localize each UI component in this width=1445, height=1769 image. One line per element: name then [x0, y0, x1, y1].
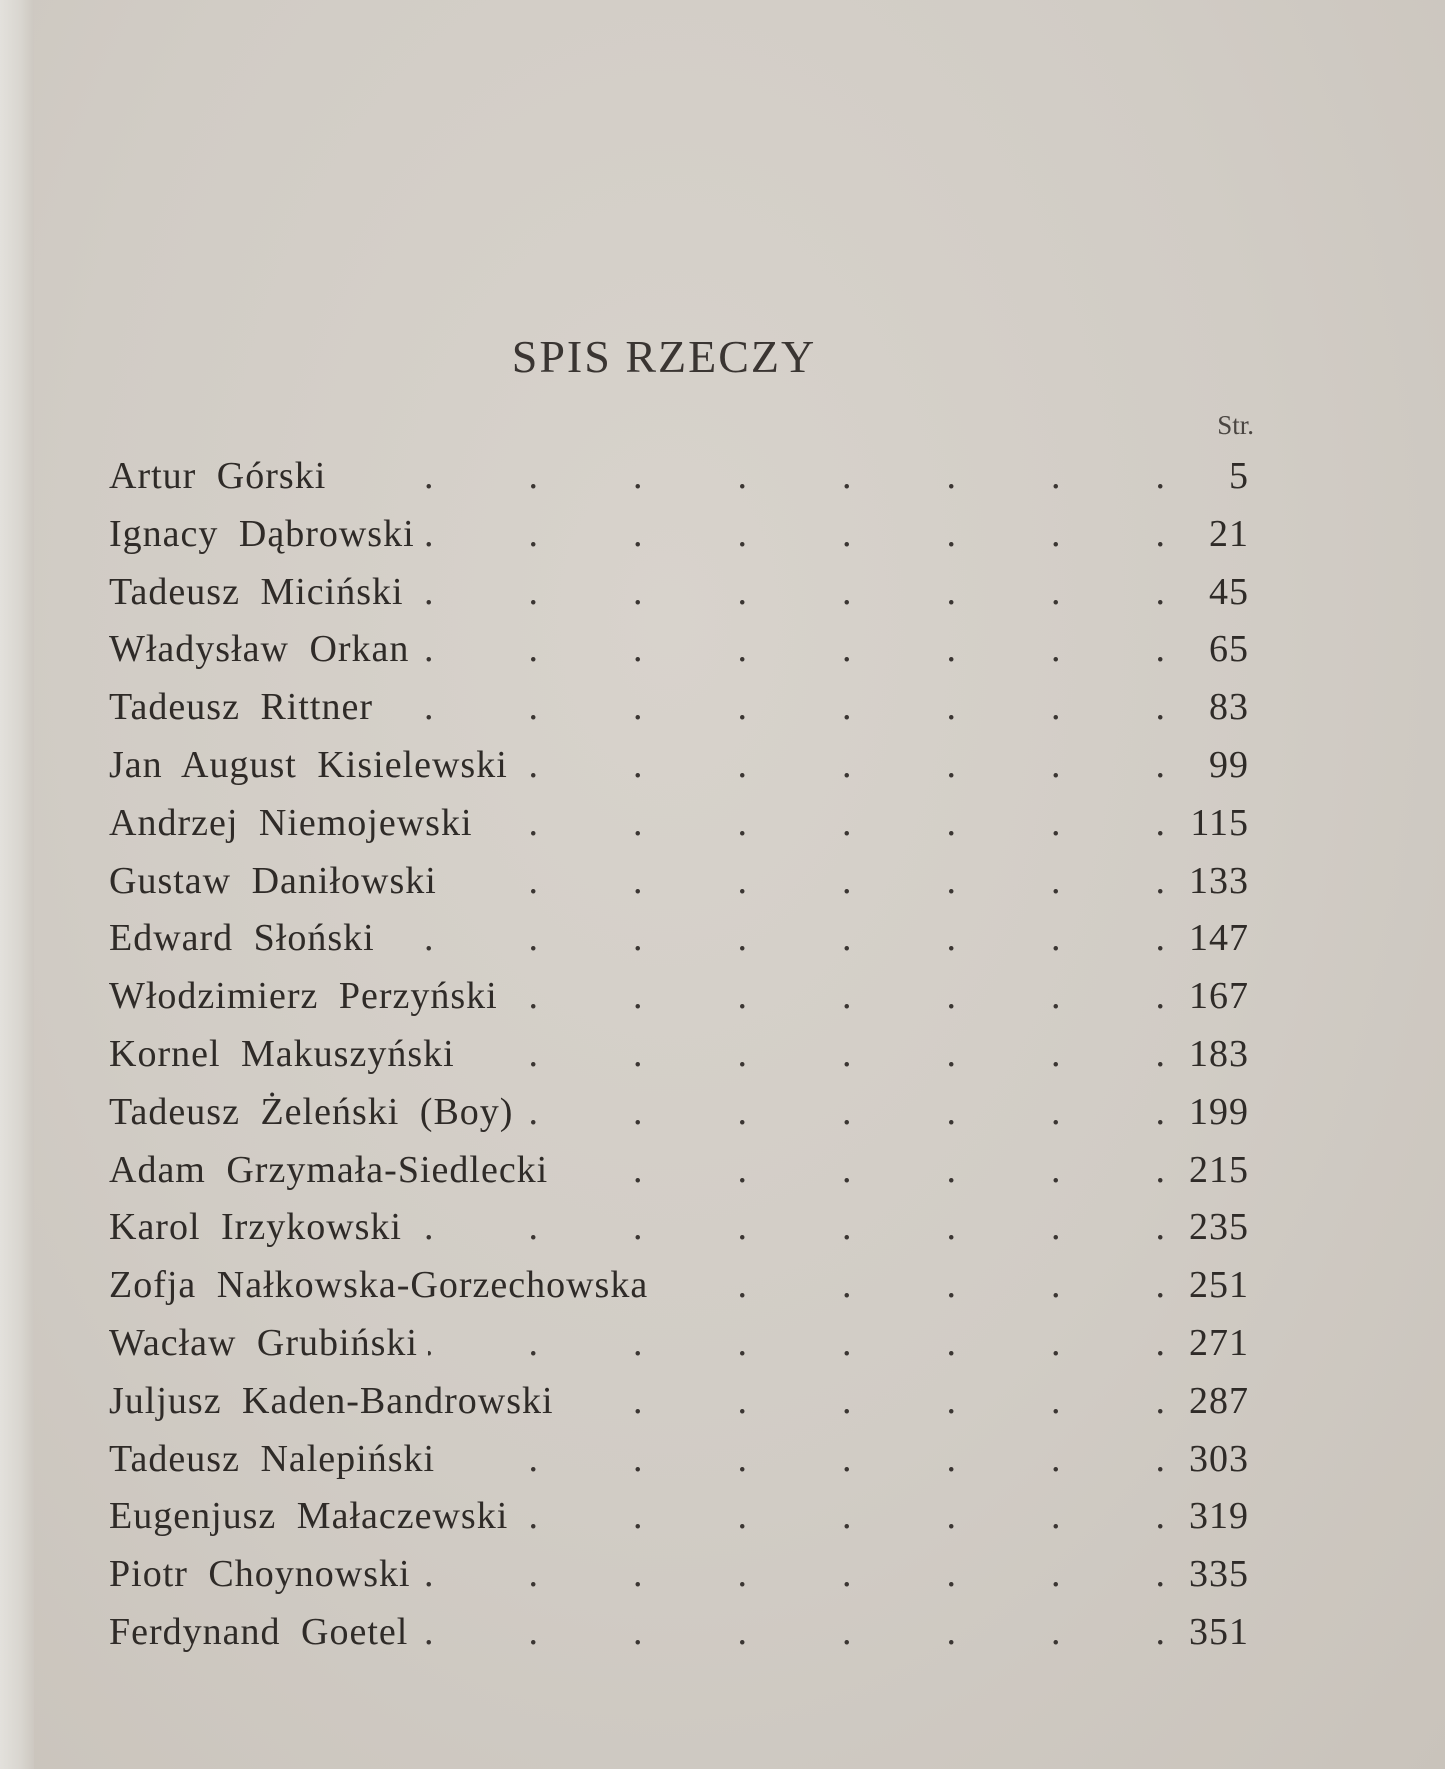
dot-leader — [564, 1373, 1165, 1431]
toc-entry-author: Edward Słoński — [109, 917, 375, 960]
toc-entry — [109, 506, 1249, 564]
dot-leader — [428, 1315, 1165, 1373]
toc-entry — [109, 1431, 1249, 1489]
toc-entry-author: Juljusz Kaden-Bandrowski — [109, 1379, 554, 1422]
toc-entry-author: Eugenjusz Małaczewski — [109, 1495, 509, 1538]
dot-leader — [419, 621, 1165, 679]
toc-entry — [109, 448, 1249, 506]
toc-entry — [109, 1373, 1249, 1431]
toc-entry-author: Gustaw Daniłowski — [109, 859, 437, 902]
toc-entry — [109, 621, 1249, 679]
toc-entry — [109, 1084, 1249, 1142]
dot-leader — [508, 968, 1165, 1026]
toc-entry-author: Andrzej Niemojewski — [109, 801, 473, 844]
toc-entry — [109, 910, 1249, 968]
dot-leader — [414, 564, 1165, 622]
toc-entry-page-number: 147 — [1189, 917, 1249, 960]
toc-entry-page-number: 235 — [1189, 1206, 1249, 1249]
toc-entry — [109, 853, 1249, 911]
toc-entry-page-number: 45 — [1209, 570, 1249, 613]
dot-leader — [523, 1084, 1165, 1142]
table-of-contents — [109, 448, 1249, 1662]
toc-entry-page-number: 351 — [1189, 1610, 1249, 1653]
book-page — [34, 0, 1445, 1769]
toc-entry — [109, 1488, 1249, 1546]
dot-leader — [445, 1431, 1165, 1489]
toc-entry — [109, 1546, 1249, 1604]
toc-entry-author: Jan August Kisielewski — [109, 743, 508, 786]
toc-entry — [109, 1199, 1249, 1257]
toc-entry — [109, 968, 1249, 1026]
dot-leader — [412, 1199, 1165, 1257]
toc-entry — [109, 1026, 1249, 1084]
dot-leader — [336, 448, 1165, 506]
toc-entry-author: Piotr Choynowski — [109, 1553, 411, 1596]
toc-entry-author: Artur Górski — [109, 455, 327, 497]
toc-entry-author: Ignacy Dąbrowski — [109, 512, 415, 555]
dot-leader — [518, 1488, 1165, 1546]
dot-leader — [447, 853, 1165, 911]
toc-entry — [109, 564, 1249, 622]
toc-entry-page-number: 115 — [1190, 801, 1249, 844]
toc-entry — [109, 737, 1249, 795]
toc-entry-page-number: 133 — [1189, 859, 1249, 902]
toc-entry-page-number: 287 — [1189, 1379, 1249, 1422]
toc-entry-page-number: 183 — [1189, 1032, 1249, 1075]
toc-entry-author: Włodzimierz Perzyński — [109, 975, 498, 1018]
dot-leader — [421, 1546, 1165, 1604]
toc-entry-page-number: 99 — [1209, 743, 1249, 786]
toc-entry-author: Kornel Makuszyński — [109, 1032, 455, 1075]
dot-leader — [383, 679, 1165, 737]
toc-entry — [109, 1315, 1249, 1373]
toc-entry — [109, 1604, 1249, 1662]
toc-entry-page-number: 271 — [1189, 1321, 1249, 1364]
toc-entry-author: Tadeusz Miciński — [109, 570, 404, 613]
toc-entry-page-number: 167 — [1189, 975, 1249, 1018]
dot-leader — [658, 1257, 1165, 1315]
dot-leader — [483, 795, 1165, 853]
toc-entry-page-number: 5 — [1229, 455, 1249, 497]
toc-entry-page-number: 215 — [1189, 1148, 1249, 1191]
toc-entry-author: Zofja Nałkowska-Gorzechowska — [109, 1264, 649, 1307]
toc-entry-author: Karol Irzykowski — [109, 1206, 402, 1249]
dot-leader — [558, 1142, 1165, 1200]
dot-leader — [385, 910, 1165, 968]
toc-entry — [109, 1257, 1249, 1315]
page-title: SPIS RZECZY — [511, 331, 817, 382]
toc-entry-author: Wacław Grubiński — [109, 1321, 418, 1364]
toc-entry-page-number: 319 — [1189, 1495, 1249, 1538]
toc-entry-page-number: 65 — [1209, 628, 1249, 671]
dot-leader — [465, 1026, 1165, 1084]
dot-leader — [425, 506, 1165, 564]
toc-entry-author: Tadeusz Nalepiński — [109, 1437, 436, 1480]
adjacent-page-edge — [0, 0, 34, 1769]
toc-entry-page-number: 21 — [1209, 512, 1249, 555]
dot-leader — [518, 737, 1165, 795]
toc-entry-page-number: 83 — [1209, 686, 1249, 729]
toc-entry-author: Tadeusz Rittner — [109, 686, 373, 729]
toc-entry-page-number: 199 — [1189, 1090, 1249, 1133]
toc-entry — [109, 795, 1249, 853]
toc-entry-author: Tadeusz Żeleński (Boy) — [109, 1090, 514, 1133]
toc-entry-author: Ferdynand Goetel — [109, 1610, 409, 1653]
toc-entry — [109, 1142, 1249, 1200]
toc-entry-author: Władysław Orkan — [109, 628, 410, 671]
toc-entry-page-number: 335 — [1189, 1553, 1249, 1596]
toc-entry-page-number: 303 — [1189, 1437, 1249, 1480]
dot-leader — [418, 1604, 1165, 1662]
toc-entry-author: Adam Grzymała-Siedlecki — [109, 1148, 549, 1191]
toc-entry-page-number: 251 — [1189, 1264, 1249, 1307]
toc-entry — [109, 679, 1249, 737]
page-column-label: Str. — [1217, 410, 1254, 440]
